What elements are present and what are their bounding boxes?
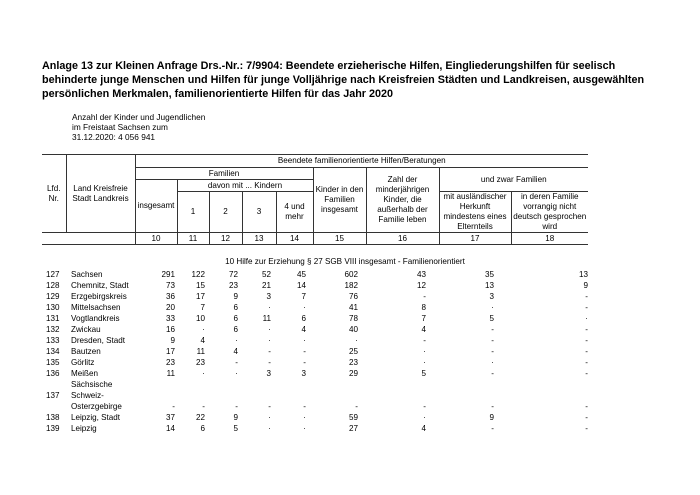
cell-value [135,390,177,401]
population-note [72,112,205,142]
cell-value [313,379,366,390]
cell-value: 3 [301,369,306,378]
cell-value: 17 [195,292,205,301]
header-insgesamt: insgesamt [135,180,177,233]
population-note-line: Anzahl der Kinder und Jugendlichen [72,112,206,122]
cell-value: 5 [489,314,494,323]
cell-value: · [491,303,494,312]
cell-value [177,379,209,390]
header-1-kind: 1 [177,192,209,233]
column-number: 17 [439,233,511,245]
column-number: 14 [276,233,313,245]
region-name: Leipzig, Stadt [71,413,121,422]
cell-value: - [235,358,238,367]
cell-value: 182 [344,281,358,290]
cell-value [135,379,177,390]
row-number: 128 [46,281,60,290]
cell-value: - [585,336,588,345]
cell-value: 43 [416,270,426,279]
cell-value: - [491,325,494,334]
row-number: 136 [46,369,60,378]
region-name: Görlitz [71,358,95,367]
cell-value [511,379,588,390]
cell-value: 7 [200,303,205,312]
cell-value: 4 [200,336,205,345]
cell-value: 35 [484,270,494,279]
row-number: 137 [46,391,60,400]
cell-value [276,379,313,390]
cell-value [177,390,209,401]
table-row [42,302,588,313]
cell-value [242,390,276,401]
row-number [42,401,66,412]
region-name: Chemnitz, Stadt [71,281,129,290]
column-number: 11 [177,233,209,245]
column-number: 15 [313,233,366,245]
column-number: 16 [366,233,439,245]
cell-value: - [268,402,271,411]
cell-value: - [585,325,588,334]
cell-value [276,390,313,401]
cell-value: 23 [165,358,175,367]
column-number: 13 [242,233,276,245]
cell-value: 8 [421,303,426,312]
row-number: 134 [46,347,60,356]
cell-value: - [268,347,271,356]
header-kinder-insgesamt: Kinder in den Familien insgesamt [313,168,366,233]
cell-value: 5 [233,424,238,433]
cell-value: 59 [348,413,358,422]
cell-value: 3 [489,292,494,301]
cell-value: 4 [421,424,426,433]
cell-value [439,390,511,401]
header-und-zwar-familien: und zwar Familien [439,168,588,192]
region-name: Meißen [71,369,98,378]
cell-value: 12 [416,281,426,290]
cell-value: - [585,424,588,433]
cell-value: 9 [583,281,588,290]
cell-value: - [585,358,588,367]
cell-value: - [235,402,238,411]
region-name: Mittelsachsen [71,303,121,312]
cell-value: - [355,402,358,411]
cell-value: · [202,369,205,378]
cell-value: 37 [165,413,175,422]
cell-value: · [268,325,271,334]
cell-value: · [423,347,426,356]
cell-value: 21 [261,281,271,290]
cell-value [209,390,242,401]
cell-value: 9 [170,336,175,345]
cell-value: 52 [261,270,271,279]
population-note-line: im Freistaat Sachsen zum [72,122,168,132]
cell-value: 6 [200,424,205,433]
region-name: Erzgebirgskreis [71,292,127,301]
cell-value: - [585,402,588,411]
cell-value: 22 [195,413,205,422]
cell-value: 11 [166,369,175,378]
cell-value: - [491,336,494,345]
table-row [42,379,588,390]
row-number: 130 [46,303,60,312]
cell-value: 14 [296,281,306,290]
region-name: Dresden, Stadt [71,336,125,345]
header-nicht-deutsch: in deren Familie vorrangig nicht deutsch gesprochen wird [511,192,588,233]
cell-value: - [585,347,588,356]
table-row [42,269,588,280]
cell-value: 291 [161,270,175,279]
header-lfd-nr: Lfd. Nr. [42,155,66,233]
section-title: 10 Hilfe zur Erziehung § 27 SGB VIII insgesamt - Familienorientiert [225,257,465,266]
region-name: Zwickau [71,325,101,334]
cell-value: 10 [195,314,205,323]
region-name: Vogtlandkreis [71,314,120,323]
header-kinder-ausserhalb: Zahl der minderjährigen Kinder, die außerhalb der Familie leben [366,168,439,233]
cell-value: - [585,369,588,378]
cell-value: 20 [165,303,175,312]
header-beendete-hilfen: Beendete familienorientierte Hilfen/Beratungen [135,155,588,168]
cell-value: - [303,402,306,411]
table-header [42,155,588,245]
row-number: 135 [46,358,60,367]
cell-value: 14 [165,424,175,433]
cell-value: 27 [348,424,358,433]
cell-value: · [355,336,358,345]
cell-value: - [303,358,306,367]
row-number: 127 [46,270,60,279]
header-davon-kindern: davon mit ... Kindern [177,180,313,192]
cell-value: 9 [233,292,238,301]
cell-value: - [491,424,494,433]
cell-value: · [491,358,494,367]
cell-value: 13 [484,281,494,290]
cell-value: · [202,325,205,334]
row-number: 132 [46,325,60,334]
cell-value: · [423,413,426,422]
table-row [42,412,588,423]
cell-value: 25 [348,347,358,356]
header-3-kinder: 3 [242,192,276,233]
cell-value: 15 [195,281,205,290]
cell-value: 13 [578,270,588,279]
region-name: Leipzig [71,424,97,433]
cell-value: · [268,413,271,422]
cell-value [209,379,242,390]
cell-value: 76 [348,292,358,301]
table-row [42,401,588,412]
population-note-line: 31.12.2020: 4 056 941 [72,132,156,142]
table-row [42,280,588,291]
table-row [42,390,588,401]
cell-value: · [235,336,238,345]
cell-value: - [303,347,306,356]
cell-value: - [423,402,426,411]
cell-value: - [491,402,494,411]
cell-value: - [491,369,494,378]
cell-value: - [423,336,426,345]
cell-value: 3 [266,369,271,378]
header-auslaendische-herkunft: mit ausländischer Herkunft mindestens eines Elternteils [439,192,511,233]
row-number: 133 [46,336,60,345]
column-number: 12 [209,233,242,245]
cell-value: 3 [266,292,271,301]
cell-value: · [268,336,271,345]
cell-value: 41 [348,303,358,312]
region-name: Schweiz- [71,391,104,400]
table-row [42,335,588,346]
cell-value: - [491,347,494,356]
cell-value: 23 [195,358,205,367]
cell-value: 33 [165,314,175,323]
cell-value [242,379,276,390]
cell-value: 17 [165,347,175,356]
cell-value [313,390,366,401]
cell-value: 6 [233,303,238,312]
table-body [42,245,588,435]
cell-value: 6 [233,314,238,323]
document-title: Anlage 13 zur Kleinen Anfrage Drs.-Nr.: 7/9904: Beendete erzieherische Hilfen, Eingliederungshilfen für seelisch behinderte junge Menschen und Hilfen für junge Volljährige nach Kreisfreien Städten und Landkreisen, ausgewählten persönlichen Merkmalen, familienorientierte Hilfen für das Jahr 2020 [42,60,645,100]
row-number: 131 [46,314,60,323]
cell-value: 23 [348,358,358,367]
region-name: Sachsen [71,270,103,279]
cell-value: 16 [165,325,175,334]
cell-value: · [235,369,238,378]
table-row [42,357,588,368]
cell-value: · [268,303,271,312]
cell-value: · [303,303,306,312]
cell-value: 11 [262,314,271,323]
table-row [42,313,588,324]
cell-value: 23 [228,281,238,290]
table-row [42,346,588,357]
cell-value: · [585,314,588,323]
row-number: 138 [46,413,60,422]
column-number: 10 [135,233,177,245]
table-row [42,423,588,434]
table-row [42,324,588,335]
cell-value: 11 [196,347,205,356]
table-row [42,368,588,379]
cell-value: 78 [348,314,358,323]
cell-value: · [303,424,306,433]
cell-value: · [268,424,271,433]
region-name: Osterzgebirge [71,402,122,411]
cell-value: 29 [348,369,358,378]
cell-value: 73 [165,281,175,290]
cell-value: 4 [421,325,426,334]
cell-value: 9 [489,413,494,422]
region-name: Sächsische [71,380,113,389]
row-number: 129 [46,292,60,301]
cell-value: - [585,292,588,301]
header-4-und-mehr: 4 und mehr [276,192,313,233]
cell-value: 6 [301,314,306,323]
cell-value [366,390,439,401]
column-number: 18 [511,233,588,245]
cell-value: 122 [191,270,205,279]
cell-value: - [585,303,588,312]
cell-value: 6 [233,325,238,334]
cell-value: 36 [165,292,175,301]
cell-value: - [585,413,588,422]
cell-value: · [423,358,426,367]
cell-value: - [423,292,426,301]
statistics-table [42,154,588,434]
cell-value: 40 [348,325,358,334]
cell-value: 45 [296,270,306,279]
header-land: Land Kreisfreie Stadt Landkreis [66,155,135,233]
cell-value: 7 [421,314,426,323]
cell-value: 72 [228,270,238,279]
cell-value [511,390,588,401]
cell-value: - [172,402,175,411]
cell-value: 5 [421,369,426,378]
header-2-kinder: 2 [209,192,242,233]
cell-value: · [303,413,306,422]
cell-value: - [202,402,205,411]
cell-value: - [268,358,271,367]
row-number: 139 [46,424,60,433]
cell-value: 9 [233,413,238,422]
region-name: Bautzen [71,347,101,356]
cell-value [366,379,439,390]
cell-value: 4 [233,347,238,356]
header-familien: Familien [135,168,313,180]
row-number [42,379,66,390]
cell-value: 7 [301,292,306,301]
cell-value: 4 [301,325,306,334]
cell-value [439,379,511,390]
table-row [42,291,588,302]
cell-value: 602 [344,270,358,279]
cell-value: · [303,336,306,345]
